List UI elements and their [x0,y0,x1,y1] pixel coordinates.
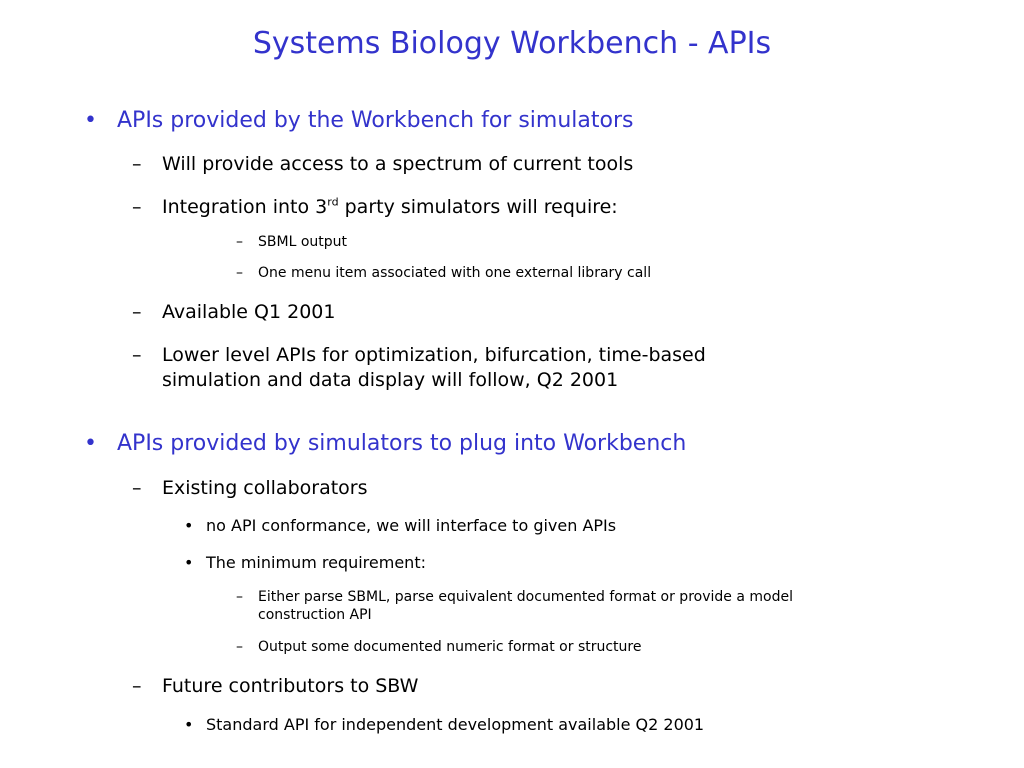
dash-icon: – [132,153,142,175]
list-item-line2: simulation and data display will follow, Q2 2001 [162,369,619,391]
bullet-icon: • [184,516,194,535]
bullet-icon: • [84,431,97,456]
bullet-icon: • [84,108,97,133]
list-item-line1: Either parse SBML, parse equivalent documented format or provide a model [258,589,793,605]
list-item: Will provide access to a spectrum of current tools [162,153,634,175]
list-item: One menu item associated with one external library call [258,265,652,281]
list-item: Available Q1 2001 [162,301,336,323]
dash-icon: – [132,477,142,499]
dash-icon: – [132,675,142,697]
dash-icon: – [132,344,142,366]
bullet-icon: • [184,715,194,734]
list-item: Output some documented numeric format or structure [258,639,642,655]
dash-icon: – [236,234,243,250]
dash-icon: – [132,196,142,218]
list-item: Future contributors to SBW [162,675,419,697]
section-heading-workbench-apis: APIs provided by the Workbench for simulators [117,108,634,133]
dash-icon: – [236,589,243,605]
slide-title: Systems Biology Workbench - APIs [252,26,772,61]
list-item: Standard API for independent development available Q2 2001 [206,715,705,734]
section-heading-simulator-apis: APIs provided by simulators to plug into Workbench [117,431,687,456]
list-item-line2: construction API [258,607,372,623]
list-item-integration [162,195,618,220]
dash-icon: – [236,639,243,655]
integration-text-before: Integration into 3 [162,196,328,218]
list-item-line1: Lower level APIs for optimization, bifurcation, time-based [162,344,706,366]
dash-icon: – [236,265,243,281]
bullet-icon: • [184,553,194,572]
dash-icon: – [132,301,142,323]
list-item: The minimum requirement: [206,553,426,572]
integration-text-after: party simulators will require: [338,196,618,218]
integration-superscript: rd [327,195,339,209]
list-item: SBML output [258,234,347,250]
list-item: Existing collaborators [162,477,368,499]
list-item: no API conformance, we will interface to given APIs [206,516,617,535]
